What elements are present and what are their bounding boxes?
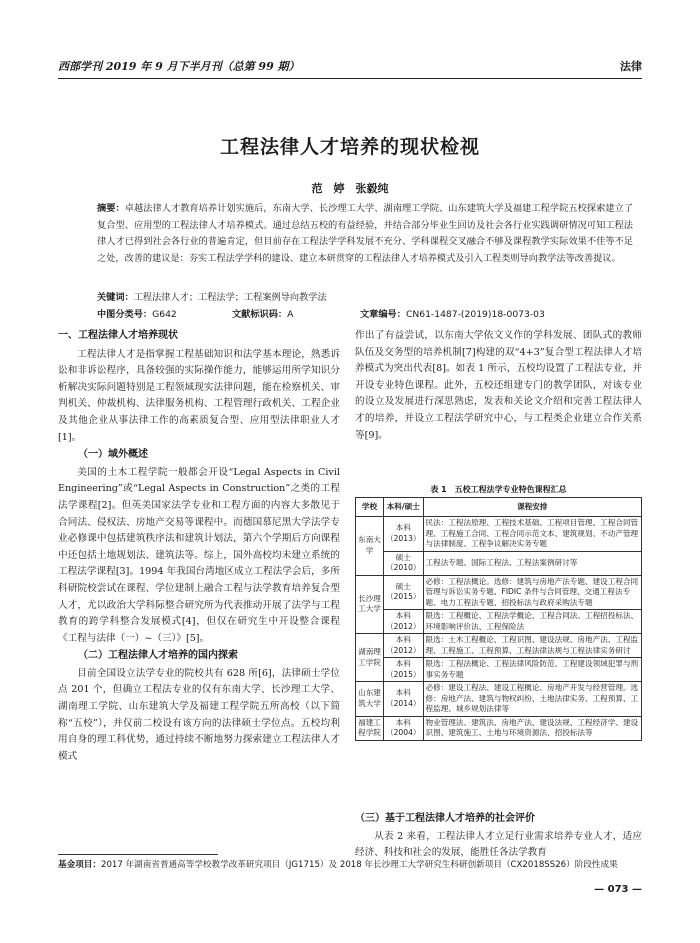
courses-cell: 必修：建设工程法、建设工程概论、房地产开发与经营管理。选修：房地产法、建筑与物权纠纷、土地法律实务、工程预算、工程监理、城乡规划法律等 xyxy=(423,682,641,717)
table-row xyxy=(356,610,642,634)
section-heading: 一、工程法律人才培养现状 xyxy=(58,330,178,341)
keywords xyxy=(97,289,633,303)
courses-cell: 物业管理法、建筑法、房地产法、建设法规、工程经济学、建设识图、建筑施工、土地与环境资源法、招投标法等 xyxy=(423,716,641,740)
clc-value: G642 xyxy=(152,309,177,320)
courses-cell: 限选：土木工程概论、工程识图、建设法规、房地产法、工程监理、工程施工、工程预算、工程法律法规与工程法律实务研讨 xyxy=(423,634,641,658)
school-cell: 山东建筑大学 xyxy=(356,682,384,717)
courses-cell: 限选：工程法概论、工程法律风险防范、工程建设领域犯罪与刑事实务专题 xyxy=(423,658,641,682)
table-row xyxy=(356,716,642,740)
article-no-label: 文章编号： xyxy=(360,309,406,320)
level-cell: 硕士（2015） xyxy=(384,575,424,610)
article-no-value: CN61-1487-(2019)18-0073-03 xyxy=(405,309,545,320)
level-cell: 本科（2012） xyxy=(384,634,424,658)
subsection-heading: （一）域外概述 xyxy=(78,449,148,461)
right-column-top xyxy=(355,328,642,444)
abstract xyxy=(97,201,633,267)
clc-entry xyxy=(97,306,177,320)
doc-code-label: 文献标识码： xyxy=(232,309,288,320)
funding-footnote xyxy=(58,858,642,872)
table-row xyxy=(356,634,642,658)
subsection-heading: （二）工程法律人才培养的国内探索 xyxy=(78,650,238,662)
table-row xyxy=(356,658,642,682)
footnote-label: 基金项目： xyxy=(58,860,101,870)
doc-code-value: A xyxy=(287,309,294,320)
subsection-heading: （三）基于工程法律人才培养的社会评价 xyxy=(355,813,535,824)
left-column xyxy=(58,328,340,765)
header-rule xyxy=(58,78,642,79)
doc-code-entry xyxy=(232,306,293,320)
article-title: 工程法律人才培养的现状检视 xyxy=(219,136,480,158)
curriculum-table xyxy=(355,497,642,741)
courses-cell: 限选：工程概论、工程法学概论、工程合同法、工程招投标法、环境影响评价法、工程保险法 xyxy=(423,610,641,634)
level-cell: 本科（2014） xyxy=(384,682,424,717)
level-cell: 本科（2004） xyxy=(384,716,424,740)
clc-label: 中图分类号： xyxy=(97,309,153,320)
article-no-entry xyxy=(360,306,545,320)
body-paragraph: 目前全国设立法学专业的院校共有 628 所[6]，法律硕士学位点 201 个，但确立工程法专业的仅有东南大学、长沙理工大学、湖南理工学院、山东建筑大学及福建工程学院五所高校（以下简称“五校”），并仅前二校设有该方向的法律硕士学位点。五校均利用自身的理工科优势，通过持续不断地努力探索建立工程法律人才模式 xyxy=(58,667,340,762)
keywords-text: 工程法律人才；工程法学；工程案例导向教学法 xyxy=(133,292,327,303)
abstract-label: 摘要： xyxy=(97,203,125,214)
table-header-cell: 课程安排 xyxy=(423,498,641,517)
school-cell: 湖南理工学院 xyxy=(356,634,384,682)
table-caption: 表 1 五校工程法学专业特色课程汇总 xyxy=(430,485,567,494)
abstract-text: 卓越法律人才教育培养计划实施后，东南大学、长沙理工大学、湖南理工学院、山东建筑大学及福建工程学院五校探索建立了复合型、应用型的工程法律人才培养模式。通过总结五校的有益经验，并结合部分毕业生回访及社会各行业实践调研情况可知工程法律人才已得到社会各行业的普遍肯定，但目前存在工程法学学科发展不充分、学科课程交叉融合不够及课程教学实际效果不佳等不足之处，改善的建议是：夯实工程法学学科的建设、建立本研贯穿的工程法律人才培养模式及引入工程类则导向教学法等改善提议。 xyxy=(97,203,634,264)
level-cell: 本科（2013） xyxy=(384,517,424,552)
table-header-row xyxy=(356,498,642,517)
footnote-text: 2017 年湖南省普通高等学校教学改革研究项目（JG1715）及 2018 年长沙理工大学研究生科研创新项目（CX2018SS26）阶段性成果 xyxy=(100,860,618,870)
level-cell: 硕士（2010） xyxy=(384,551,424,575)
table-header-cell: 学校 xyxy=(356,498,384,517)
body-paragraph: 工程法律人才是指掌握工程基础知识和法学基本理论，熟悉诉讼和非诉讼程序，具备较强的实际操作能力，能够运用所学知识分析解决实际问题特别是工程领域现实法律问题，能在检察机关、审判机关、仲裁机构、法律服务机构、工程管理行政机关、工程企业及其他企业从事法律工作的高素质复合型、应用型法律职业人才[1]。 xyxy=(58,348,340,443)
footnote-rule xyxy=(58,854,218,855)
body-paragraph: 美国的土木工程学院一般都会开设“Legal Aspects in Civil Engineering”或“Legal Aspects in Construction”之类的工程法学课程[2]。但英美国家法学专业和工程方面的内容大多散见于合同法、侵权法、房地产交易等课程中。而德国慕尼黑大学法学专业必修课中包括建筑秩序法和建筑计划法，第六个学期后方向课程中还包括土地规划法、建筑法等。综上，国外高校均未建立系统的工程法学课程[3]。1994 年我国台湾地区成立工程法学会后，多所科研院校尝试在课程、学位建制上融合工程与法学教育培养复合型人才，尤以政治大学科际整合研究所为代表推动开展了法学与工程教育的跨学科整合发展模式[4]，但仅在研究生中开设整合课程《工程与法律（一）~（三）》[5]。 xyxy=(58,466,340,644)
table-row xyxy=(356,682,642,717)
courses-cell: 工程法专题、国际工程法、工程法案例研讨等 xyxy=(423,551,641,575)
table-row xyxy=(356,575,642,610)
right-column-bottom xyxy=(355,810,642,862)
page-number: — 073 — xyxy=(594,884,642,895)
table-row xyxy=(356,551,642,575)
running-header xyxy=(58,58,642,78)
keywords-label: 关键词： xyxy=(97,292,134,303)
school-cell: 东南大学 xyxy=(356,517,384,576)
school-cell: 福建工程学院 xyxy=(356,716,384,740)
courses-cell: 民法：工程法原理、工程技术基础、工程项目管理、工程合同管理、工程施工合同、工程合同示范文本、建筑规划、不动产管理与法律制度、工程争议解决实务专题 xyxy=(423,517,641,552)
level-cell: 本科（2015） xyxy=(384,658,424,682)
body-paragraph: 从表 2 来看，工程法律人才立足行业需求培养专业人才，适应经济、科技和社会的发展，能胜任各法学教育 xyxy=(355,830,642,859)
journal-name: 西部学刊 2019 年 9 月下半月刊（总第 99 期） xyxy=(58,60,300,73)
section-label: 法律 xyxy=(620,60,642,73)
level-cell: 本科（2012） xyxy=(384,610,424,634)
article-authors: 范 婷 张毅纯 xyxy=(311,182,389,195)
table-row xyxy=(356,517,642,552)
courses-cell: 必修：工程法概论。选修：建筑与房地产法专题、建设工程合同管理与诉讼实务专题、FIDIC 条件与合同管理、交通工程法专题、电力工程法专题、招投标法与政府采购法专题 xyxy=(423,575,641,610)
table-header-cell: 本科/硕士 xyxy=(384,498,424,517)
school-cell: 长沙理工大学 xyxy=(356,575,384,634)
body-paragraph: 作出了有益尝试，以东南大学依文义作的学科发展、团队式的教师队伍及交务型的培养机制[7]构建的双“4+3”复合型工程法律人才培养模式为突出代表[8]。如表 1 所示，五校均设置了工程法专业，并开设专业特色课程。此外，五校还组建专门的教学团队，对该专业的设立及发展进行深思熟虑，发表和关论文介绍和完善工程法律人才的培养，并设立工程法学研究中心，与工程类企业建立合作关系等[9]。 xyxy=(355,330,642,441)
